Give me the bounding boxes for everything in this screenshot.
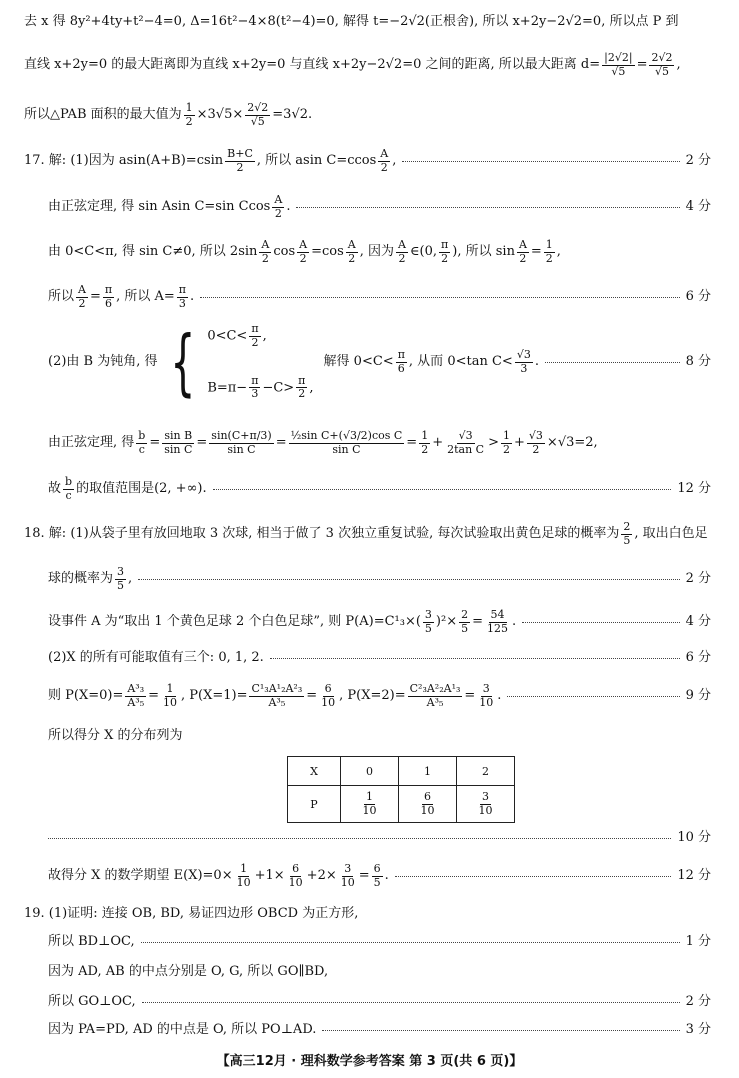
score-label: 12 分 [677, 868, 711, 884]
dot-leader [200, 296, 679, 298]
question-19-line: 19. (1)证明: 连接 OB, BD, 易证四边形 OBCD 为正方形, [24, 906, 359, 922]
solution-line: 由正弦定理, 得 $\frac{b}{c}$ = $\frac{\text{sin B}}{\text{sin C}}$ = $\frac{\sin(C+\pi/3)}{\text{sin C}}$ = $\frac{\text{½sin C+(√3/2)cos C}}{\text{sin C}}$ = $\frac{1}{2}$ + $\frac{√3}{\text{2tan C}}$ > $\frac{1}{2}$ + $\frac{√3}{2}$ ×√3=2, [48, 428, 598, 456]
fraction: $\frac{|2√2|}{√5}$ [604, 50, 633, 78]
table-cell: X [288, 757, 341, 786]
dot-leader [142, 1001, 680, 1003]
solution-line: 因为 AD, AB 的中点分别是 O, G, 所以 GO∥BD, [48, 964, 329, 980]
table-cell: $\frac{3}{10}$ [457, 786, 515, 823]
solution-line: 故 $\frac{b}{c}$ 的取值范围是(2, +∞). 12 分 [48, 474, 711, 502]
score-label: 2 分 [685, 153, 711, 169]
solution-line-system: (2)由 B 为钝角, 得 { 0<C< $\frac{\pi}{2}$ , B=π− $\frac{\pi}{3}$ −C> $\frac{\pi}{2}$ , 解得 0<C< $\frac{\pi}{6}$ , 从而 0<tan C< $\frac{√3}{3}$ . 8 分 [48, 319, 711, 404]
score-label: 6 分 [685, 289, 711, 305]
score-label: 6 分 [685, 650, 711, 666]
score-label: 2 分 [685, 571, 711, 587]
dot-leader [270, 657, 680, 659]
solution-line: 所以得分 X 的分布列为 [48, 728, 183, 744]
table-cell: $\frac{6}{10}$ [399, 786, 457, 823]
solution-line: 所以 BD⊥OC, 1 分 [48, 934, 711, 950]
question-18-line: 18. 解: (1)从袋子里有放回地取 3 次球, 相当于做了 3 次独立重复试验, 每次试验取出黄色足球的概率为 $\frac{2}{5}$ , 取出白色足 [24, 519, 708, 547]
score-label: 8 分 [685, 354, 711, 370]
dot-leader [138, 578, 679, 580]
page-footer: 【高三12月 · 理科数学参考答案 第 3 页(共 6 页)】 [216, 1054, 523, 1069]
dot-leader [507, 695, 679, 697]
solution-line: 球的概率为 $\frac{3}{5}$ , 2 分 [48, 564, 711, 592]
solution-line: 所以 $\frac{A}{2}$ = $\frac{\pi}{6}$ , 所以 A= $\frac{\pi}{3}$ . 6 分 [48, 282, 711, 310]
dot-leader [48, 837, 671, 839]
solution-line: 设事件 A 为“取出 1 个黄色足球 2 个白色足球”, 则 P(A)=C¹₃×( $\frac{3}{5}$ )²× $\frac{2}{5}$ = $\frac{54}{125}$ . 4 分 [48, 607, 711, 635]
score-label: 2 分 [685, 994, 711, 1010]
dot-leader [522, 621, 679, 623]
score-label: 10 分 [677, 830, 711, 846]
dot-leader [395, 875, 672, 877]
score-label: 1 分 [685, 934, 711, 950]
solution-line: 由正弦定理, 得 sin Asin C=sin Ccos $\frac{A}{2}$ . 4 分 [48, 192, 711, 220]
dot-leader [322, 1029, 679, 1031]
table-cell: $\frac{1}{10}$ [341, 786, 399, 823]
solution-line: 直线 x+2y=0 的最大距离即为直线 x+2y=0 与直线 x+2y−2√2=0 之间的距离, 所以最大距离 d= $\frac{|2√2|}{√5}$ = $\frac{2√2}{√5}$ , [24, 50, 681, 78]
table-header-row [288, 757, 515, 786]
line-text: 去 x 得 8y²+4ty+t²−4=0, Δ=16t²−4×8(t²−4)=0, 解得 t=−2√2(正根舍), 所以 x+2y−2√2=0, 所以点 P 到 [24, 14, 679, 29]
score-label: 12 分 [677, 481, 711, 497]
score-label: 9 分 [685, 688, 711, 704]
solution-line [24, 14, 711, 30]
table-cell: P [288, 786, 341, 823]
question-17-line: 17. 解: (1)因为 asin(A+B)=csin $\frac{B+C}{2}$ , 所以 asin C=ccos $\frac{A}{2}$ , 2 分 [24, 146, 711, 174]
solution-line: 则 P(X=0)= $\frac{\text{A³₃}}{\text{A³₅}}$ = $\frac{1}{10}$ , P(X=1)= $\frac{\text{C¹₃A¹₂A²₃}}{\text{A³₅}}$ = $\frac{6}{10}$ , P(X=2)= $\frac{\text{C²₃A²₂A¹₃}}{\text{A³₅}}$ = $\frac{3}{10}$ . 9 分 [48, 681, 711, 709]
table-cell: 2 [457, 757, 515, 786]
solution-line: 因为 PA=PD, AD 的中点是 O, 所以 PO⊥AD. 3 分 [48, 1022, 711, 1038]
solution-line [48, 828, 711, 848]
solution-line: 所以 GO⊥OC, 2 分 [48, 994, 711, 1010]
left-brace: { [169, 319, 196, 404]
score-label: 4 分 [685, 199, 711, 215]
inequality-system: 0<C< $\frac{\pi}{2}$ , B=π− $\frac{\pi}{3}$ −C> $\frac{\pi}{2}$ , [207, 322, 314, 401]
line-text: 直线 x+2y=0 的最大距离即为直线 x+2y=0 与直线 x+2y−2√2=0 之间的距离, 所以最大距离 d= [24, 57, 601, 73]
score-label: 4 分 [685, 614, 711, 630]
dot-leader [213, 488, 672, 490]
solution-line: (2)X 的所有可能取值有三个: 0, 1, 2. 6 分 [48, 650, 711, 666]
solution-line: 由 0<C<π, 得 sin C≠0, 所以 2sin $\frac{A}{2}$ cos $\frac{A}{2}$ =cos $\frac{A}{2}$ , 因为 $\frac{A}{2}$ ∈(0, $\frac{\pi}{2}$ ), 所以 sin $\frac{A}{2}$ = $\frac{1}{2}$ , [48, 237, 561, 265]
table-cell: 0 [341, 757, 399, 786]
table-cell: 1 [399, 757, 457, 786]
distribution-table [287, 756, 515, 823]
table-row [288, 786, 515, 823]
solution-line: 所以△PAB 面积的最大值为 $\frac{1}{2}$ ×3√5× $\frac{2√2}{√5}$ =3√2. [24, 100, 313, 128]
dot-leader [141, 941, 680, 943]
dot-leader [545, 361, 680, 363]
dot-leader [402, 160, 679, 162]
solution-line: 故得分 X 的数学期望 E(X)=0× $\frac{1}{10}$ +1× $\frac{6}{10}$ +2× $\frac{3}{10}$ = $\frac{6}{5}$ . 12 分 [48, 861, 711, 889]
score-label: 3 分 [685, 1022, 711, 1038]
fraction: $\frac{2√2}{√5}$ [651, 50, 673, 78]
dot-leader [296, 206, 679, 208]
